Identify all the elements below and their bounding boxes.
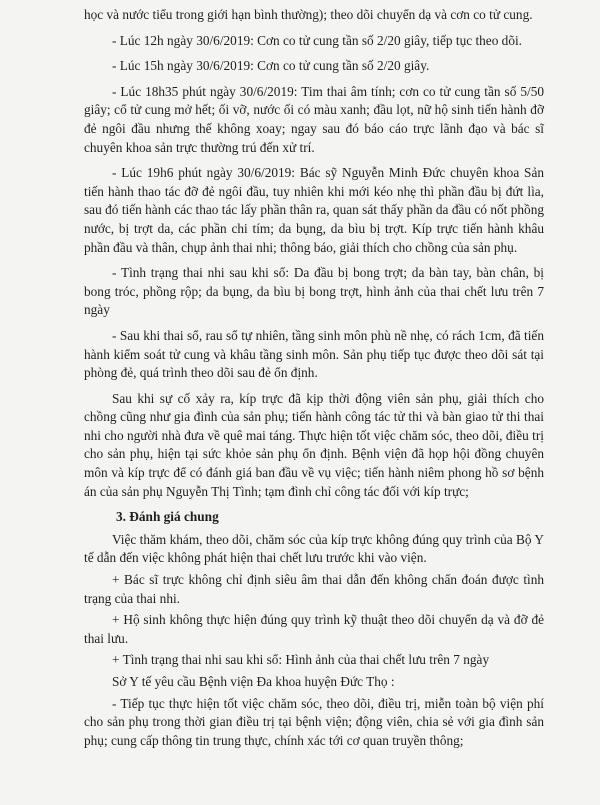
paragraph-after-delivery: - Sau khi thai sổ, rau sổ tự nhiên, tầng sinh môn phù nề nhẹ, có rách 1cm, đã tiến hành kiểm soát tử cung và khâu tầng sinh môn. Sản phụ tiếp tục được theo dõi sát tại phòng đẻ, quá trình theo dõi sau đẻ ổn định.	[84, 327, 544, 381]
paragraph-after-incident: Sau khi sự cố xảy ra, kíp trực đã kịp thời động viên sản phụ, giải thích cho chồng cũng như gia đình của sản phụ; tiến hành công tác tử thi và bàn giao tử thi thai nhi cho người nhà đưa về quê mai táng. Thực hiện tốt việc chăm sóc, theo dõi, điều trị cho sản phụ, hiện tại sức khỏe sản phụ ổn định. Bệnh viện đã họp hội đồng chuyên môn và kíp trực để có đánh giá ban đầu về vụ việc; tiến hành niêm phong hồ sơ bệnh án của sản phụ Nguyễn Thị Tình; tạm đình chỉ công tác đối với kíp trực;	[84, 390, 544, 499]
paragraph-fetus-condition: - Tình trạng thai nhi sau khi sổ: Da đầu bị bong trợt; da bàn tay, bàn chân, bị bong tróc, phồng rộp; da bụng, da bìu bị bong trợt, hình ảnh của thai chết lưu trên 7 ngày	[84, 265, 544, 318]
paragraph-fetus-image: + Tình trạng thai nhi sau khi sổ: Hình ảnh của thai chết lưu trên 7 ngày	[112, 652, 490, 668]
paragraph-continue-care: - Tiếp tục thực hiện tốt việc chăm sóc, theo dõi, điều trị, miễn toàn bộ viện phí cho sản phụ trong thời gian điều trị tại bệnh viện; động viên, chia sẻ với gia đình sản phụ; cung cấp thông tin trung thực, chính xác tới cơ quan truyền thông;	[84, 695, 544, 748]
paragraph-15h: - Lúc 15h ngày 30/6/2019: Cơn co tử cung tần số 2/20 giây.	[112, 58, 430, 74]
section-heading-general-assessment: 3. Đánh giá chung	[116, 509, 219, 525]
paragraph-18h35: - Lúc 18h35 phút ngày 30/6/2019: Tim thai âm tính; cơn co tử cung tần số 5/50 giây; cổ tử cung mở hết; ối vỡ, nước ối có màu xanh; đầu lọt, nữ hộ sinh tiến hành đỡ đẻ ngôi đầu nhưng thế không xoay; ngay sau đó báo cáo trực lãnh đạo và bác sĩ chuyên khoa sản trực thường trú đến xử trí.	[84, 83, 544, 155]
paragraph-19h6: - Lúc 19h6 phút ngày 30/6/2019: Bác sỹ Nguyễn Minh Đức chuyên khoa Sản tiến hành thao tác đỡ đẻ ngôi đầu, tuy nhiên khi mới kéo nhẹ thì phần đầu bị đứt lìa, sau đó tiến hành các thao tác lấy phần thân ra, quan sát thấy phần da đầu có nốt phồng nước, bị trợt da, các phần chi tím; da bụng, da bìu bị trợt. Kíp trực tiến hành khâu phần đầu và thân, chụp ảnh thai nhi; thông báo, giải thích cho chồng của sản phụ.	[84, 165, 544, 255]
paragraph-department-request: Sở Y tế yêu cầu Bệnh viện Đa khoa huyện Đức Thọ :	[112, 674, 395, 689]
paragraph-doctor-ultrasound: + Bác sĩ trực không chỉ định siêu âm thai dẫn đến không chẩn đoán được tình trạng của thai nhi.	[84, 572, 544, 606]
paragraph-assessment-intro: Việc thăm khám, theo dõi, chăm sóc của kíp trực không đúng quy trình của Bộ Y tế dẫn đến việc không phát hiện thai chết lưu trước khi vào viện.	[84, 531, 544, 566]
paragraph-urine-contraction: học và nước tiểu trong giới hạn bình thường); theo dõi chuyển dạ và cơn co tử cung.	[84, 7, 533, 22]
paragraph-12h: - Lúc 12h ngày 30/6/2019: Cơn co tử cung tần số 2/20 giây, tiếp tục theo dõi.	[112, 32, 523, 48]
paragraph-midwife-procedure: + Hộ sinh không thực hiện đúng quy trình kỹ thuật theo dõi chuyển dạ và đỡ đẻ thai lưu.	[84, 612, 544, 646]
